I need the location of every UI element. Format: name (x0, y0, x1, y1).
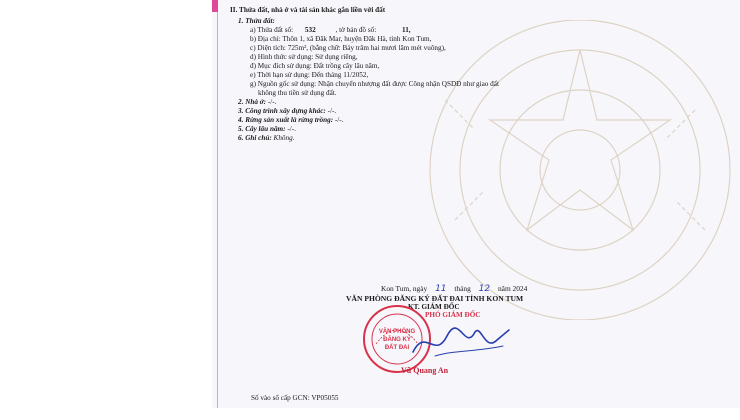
term-row: e) Thời hạn sử dụng: Đến tháng 11/2052, (250, 71, 369, 79)
map-label: , tờ bản đồ số: (335, 26, 377, 34)
stamp-line-3: ĐẤT ĐAI (384, 345, 410, 351)
item-label: 4. Rừng sản xuất là rừng trồng: (238, 116, 334, 124)
parcel-label: a) Thửa đất số: (250, 26, 294, 34)
item-value: -/-. (285, 125, 296, 133)
office-name: VĂN PHÒNG ĐĂNG KÝ ĐẤT ĐAI TỈNH KON TUM (346, 294, 524, 303)
stamp-line-1: VĂN PHÒNG (378, 329, 416, 335)
item-label: 5. Cây lâu năm: (238, 125, 286, 133)
date-month-label: tháng (454, 284, 471, 293)
kt-director-title: KT. GIÁM ĐỐC (408, 303, 460, 311)
area-row: c) Diện tích: 725m², (bằng chữ: Bảy trăm hai mươi lăm mét vuông), (250, 44, 446, 52)
item-value: -/-. (333, 116, 344, 124)
fold-line (217, 0, 218, 420)
section-title: II. Thửa đất, nhà ở và tài sản khác gắn liền với đất (230, 6, 386, 14)
item-value: -/-. (266, 98, 277, 106)
origin-row-1: g) Nguồn gốc sử dụng: Nhận chuyển nhượng đất được Công nhận QSDĐ như giao đất (250, 80, 499, 88)
item-house (238, 98, 276, 107)
item-label: 6. Ghi chú: (238, 134, 272, 142)
bottom-margin (212, 408, 740, 420)
date-month: 12 (478, 284, 491, 294)
parcel-row (250, 26, 411, 35)
date-year: năm 2024 (497, 284, 528, 293)
purpose-row: đ) Mục đích sử dụng: Đất trồng cây lâu năm, (250, 62, 380, 70)
land-heading: 1. Thửa đất: (238, 17, 275, 25)
date-prefix: Kon Tum, ngày (381, 284, 428, 293)
stamp-line-2: ĐĂNG KÝ (383, 337, 411, 343)
emblem-watermark (335, 20, 740, 320)
item-value: -/-. (325, 107, 337, 115)
item-other-construction (238, 107, 336, 116)
pink-tab-mark (212, 0, 218, 12)
date-line (381, 284, 527, 294)
use-form-row: d) Hình thức sử dụng: Sử dụng riêng, (250, 53, 358, 61)
item-value: Không. (271, 134, 295, 142)
handwritten-signature (405, 322, 515, 362)
item-perennial (238, 125, 296, 134)
item-note (238, 134, 295, 143)
date-day: 11 (435, 284, 447, 294)
item-label: 3. Công trình xây dựng khác: (238, 107, 326, 115)
map-number: 11, (402, 26, 411, 34)
parcel-number: 532 (304, 26, 316, 34)
registry-number: Số vào sổ cấp GCN: VP05055 (251, 394, 339, 402)
address-row: b) Địa chỉ: Thôn 1, xã Đăk Mar, huyện Đăk Hà, tỉnh Kon Tum, (250, 35, 432, 43)
left-margin (0, 0, 212, 420)
item-label: 2. Nhà ở: (238, 98, 267, 106)
deputy-director-title: PHÓ GIÁM ĐỐC (425, 311, 481, 319)
signer-name: Vũ Quang An (401, 366, 449, 375)
item-forest (238, 116, 343, 125)
origin-row-2: không thu tiền sử dụng đất. (258, 89, 337, 97)
